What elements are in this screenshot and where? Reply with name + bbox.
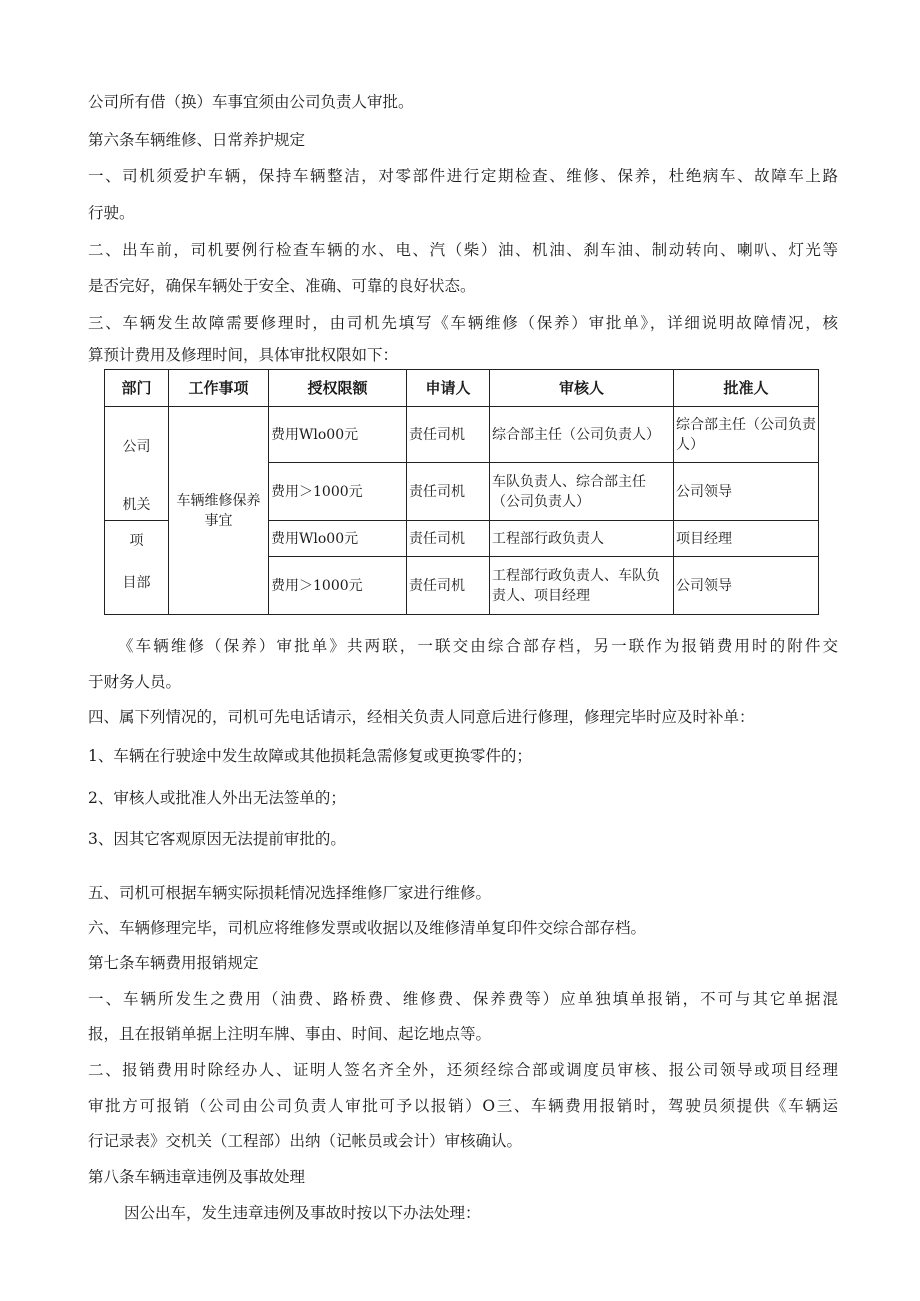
paragraph-line: 于财务人员。 (88, 673, 182, 691)
approver-cell: 公司领导 (674, 463, 819, 521)
paragraph-line: 三、车辆发生故障需要修理时，由司机先填写《车辆维修（保养）审批单》，详细说明故障情况，核 (88, 314, 838, 332)
header-reviewer: 审核人 (490, 370, 674, 407)
dept-cell-project (105, 521, 169, 615)
paragraph-line: 二、出车前，司机要例行检查车辆的水、电、汽（柴）油、机油、刹车油、制动转向、喇叭、灯光等 (88, 241, 838, 259)
approver-cell: 项目经理 (674, 521, 819, 557)
dept-label: 机关 (122, 497, 151, 513)
reviewer-cell: 车队负责人、综合部主任（公司负责人） (490, 463, 674, 521)
paragraph-line: 一、司机须爱护车辆，保持车辆整洁，对零部件进行定期检查、维修、保养，杜绝病车、故障车上路 (88, 167, 838, 185)
header-dept: 部门 (105, 370, 169, 407)
approver-cell: 公司领导 (674, 557, 819, 615)
paragraph-line: 六、车辆修理完毕，司机应将维修发票或收据以及维修清单复印件交综合部存档。 (88, 919, 647, 937)
header-work-item: 工作事项 (169, 370, 269, 407)
limit-cell: 费用Wlo00元 (269, 521, 407, 557)
paragraph-line: 行记录表》交机关（工程部）出纳（记帐员或会计）审核确认。 (88, 1132, 523, 1150)
paragraph-line: 《车辆维修（保养）审批单》共两联，一联交由综合部存档，另一联作为报销费用时的附件交 (118, 637, 838, 655)
dept-cell-company (105, 407, 169, 521)
section-heading: 第八条车辆违章违例及事故处理 (88, 1168, 306, 1186)
dept-label: 目部 (122, 575, 151, 591)
limit-cell: 费用Wlo00元 (269, 407, 407, 463)
dept-label: 项 (129, 533, 144, 549)
paragraph-line: 报，且在报销单据上注明车牌、事由、时间、起讫地点等。 (88, 1025, 492, 1043)
dept-label: 公司 (122, 439, 151, 455)
work-item-cell: 车辆维修保养事宜 (169, 407, 269, 615)
applicant-cell: 责任司机 (407, 521, 490, 557)
paragraph-line: 四、属下列情况的，司机可先电话请示，经相关负责人同意后进行修理，修理完毕时应及时补单： (88, 708, 755, 726)
paragraph-line: 行驶。 (88, 204, 135, 222)
reviewer-cell: 综合部主任（公司负责人） (490, 407, 674, 463)
applicant-cell: 责任司机 (407, 407, 490, 463)
paragraph-line: 审批方可报销（公司由公司负责人审批可予以报销）O三、车辆费用报销时，驾驶员须提供《车辆运 (88, 1097, 838, 1115)
paragraph-line: 一、车辆所发生之费用（油费、路桥费、维修费、保养费等）应单独填单报销，不可与其它单据混 (88, 990, 838, 1008)
applicant-cell: 责任司机 (407, 557, 490, 615)
approver-cell: 综合部主任（公司负责人） (674, 407, 819, 463)
reviewer-cell: 工程部行政负责人、车队负责人、项目经理 (490, 557, 674, 615)
list-item: 3、因其它客观原因无法提前审批的。 (88, 830, 346, 848)
paragraph-line: 五、司机可根据车辆实际损耗情况选择维修厂家进行维修。 (88, 884, 492, 902)
applicant-cell: 责任司机 (407, 463, 490, 521)
limit-cell: 费用＞1000元 (269, 557, 407, 615)
paragraph-line: 公司所有借（换）车事宜须由公司负责人审批。 (88, 93, 414, 111)
paragraph-line: 算预计费用及修理时间，具体审批权限如下： (88, 346, 399, 364)
limit-cell: 费用＞1000元 (269, 463, 407, 521)
paragraph-line: 是否完好，确保车辆处于安全、准确、可靠的良好状态。 (88, 277, 476, 295)
table-row (105, 407, 819, 463)
section-heading: 第六条车辆维修、日常养护规定 (88, 131, 306, 149)
section-heading: 第七条车辆费用报销规定 (88, 954, 259, 972)
header-approver: 批准人 (674, 370, 819, 407)
header-limit: 授权限额 (269, 370, 407, 407)
paragraph-line: 二、报销费用时除经办人、证明人签名齐全外，还须经综合部或调度员审核、报公司领导或项目经理 (88, 1061, 838, 1079)
table-header-row (105, 370, 819, 407)
approval-table (104, 369, 819, 615)
list-item: 1、车辆在行驶途中发生故障或其他损耗急需修复或更换零件的； (88, 747, 532, 765)
list-item: 2、审核人或批准人外出无法签单的； (88, 789, 346, 807)
header-applicant: 申请人 (407, 370, 490, 407)
reviewer-cell: 工程部行政负责人 (490, 521, 674, 557)
paragraph-line: 因公出车，发生违章违例及事故时按以下办法处理： (124, 1204, 481, 1222)
